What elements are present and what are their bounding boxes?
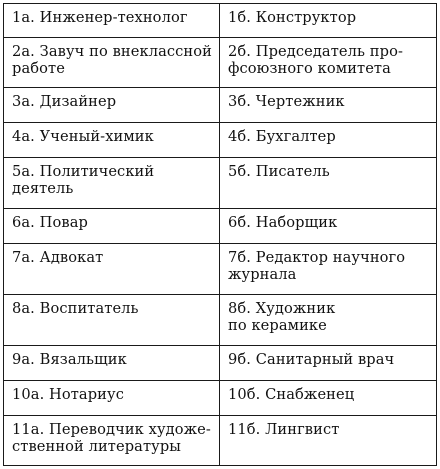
cell-a [4, 87, 220, 122]
cell-a [4, 4, 220, 38]
cell-b [220, 37, 437, 87]
profession-table-container [3, 3, 436, 466]
cell-text: 10а. Нотариус [12, 385, 124, 403]
cell-text: 1а. Инженер-технолог [12, 9, 188, 26]
cell-text: 8а. Воспитатель [12, 299, 139, 317]
cell-text: деятель [12, 179, 74, 197]
cell-b [220, 87, 437, 122]
cell-a [4, 208, 220, 243]
cell-b [220, 208, 437, 243]
cell-b [220, 294, 437, 345]
cell-text: по керамике [228, 316, 327, 334]
table-row [4, 208, 437, 243]
cell-text: 4а. Ученый-химик [12, 127, 154, 145]
table-row [4, 37, 437, 87]
cell-a [4, 345, 220, 380]
table-row [4, 294, 437, 345]
cell-text: 2а. Завуч по внеклассной [12, 42, 212, 60]
table-row [4, 416, 437, 466]
cell-b [220, 345, 437, 380]
table-row [4, 244, 437, 295]
cell-a [4, 294, 220, 345]
table-row [4, 157, 437, 208]
cell-text: 5б. Писатель [228, 162, 330, 180]
cell-text: 10б. Снабженец [228, 385, 355, 403]
cell-b [220, 380, 437, 415]
cell-a [4, 122, 220, 157]
table-row [4, 122, 437, 157]
cell-a [4, 416, 220, 466]
cell-b [220, 244, 437, 295]
table-row [4, 345, 437, 380]
cell-text: 9б. Санитарный врач [228, 350, 395, 368]
cell-a [4, 244, 220, 295]
cell-text: работе [12, 59, 65, 77]
cell-text: 4б. Бухгалтер [228, 127, 336, 145]
cell-b [220, 122, 437, 157]
cell-text: фсоюзного комитета [228, 59, 391, 77]
table-row [4, 87, 437, 122]
cell-b [220, 4, 437, 38]
cell-text: ственной литературы [12, 438, 181, 456]
cell-text: 9а. Вязальщик [12, 350, 127, 368]
cell-text: журнала [228, 266, 297, 283]
cell-b [220, 416, 437, 466]
table-row [4, 380, 437, 415]
cell-a [4, 157, 220, 208]
cell-a [4, 380, 220, 415]
cell-text: 3а. Дизайнер [12, 92, 117, 110]
cell-text: 11б. Лингвист [228, 421, 340, 439]
cell-text: 7б. Редактор научного [228, 249, 406, 266]
cell-text: 11а. Переводчик художе- [12, 421, 211, 439]
cell-text: 6а. Повар [12, 213, 88, 231]
cell-text: 8б. Художник [228, 299, 336, 317]
table-body [4, 4, 437, 466]
cell-text: 6б. Наборщик [228, 213, 338, 231]
table-row [4, 4, 437, 38]
cell-text: 3б. Чертежник [228, 92, 345, 110]
profession-pairs-table [3, 3, 437, 466]
cell-text: 1б. Конструктор [228, 9, 357, 26]
cell-text: 7а. Адвокат [12, 249, 104, 266]
cell-text: 5а. Политический [12, 162, 155, 180]
cell-text: 2б. Председатель про- [228, 42, 403, 60]
cell-b [220, 157, 437, 208]
cell-a [4, 37, 220, 87]
